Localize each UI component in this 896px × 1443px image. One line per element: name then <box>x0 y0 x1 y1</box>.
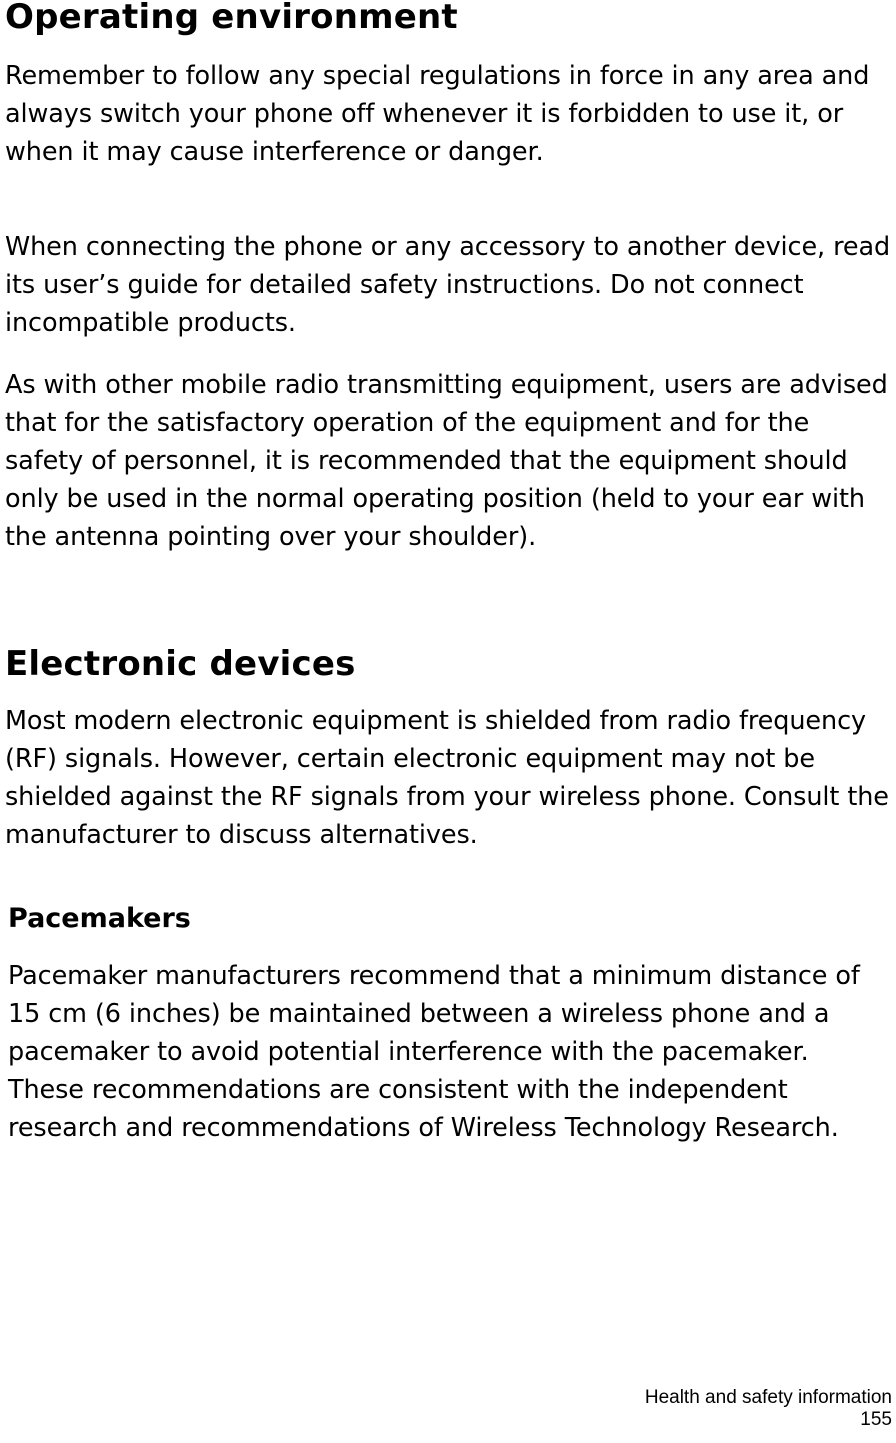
footer-section-name: Health and safety information <box>644 1387 892 1408</box>
heading-operating-environment: Operating environment <box>5 0 458 37</box>
heading-electronic-devices: Electronic devices <box>5 644 356 684</box>
paragraph-electronic-shielding: Most modern electronic equipment is shielded from radio frequency (RF) signals. However, certain electronic equipment may not be shielded against the RF signals from your wireless phone. Consult the manufacturer to discuss alternatives. <box>5 706 889 850</box>
paragraph-connecting-devices: When connecting the phone or any accessory to another device, read its user’s guide for detailed safety instructions. Do not connect incompatible products. <box>5 232 891 338</box>
heading-pacemakers: Pacemakers <box>8 903 191 934</box>
paragraph-pacemakers: Pacemaker manufacturers recommend that a minimum distance of 15 cm (6 inches) be maintained between a wireless phone and a pacemaker to avoid potential interference with the pacemaker. These recommendations are consistent with the independent research and recommendations of Wireless Technology Research. <box>8 961 860 1143</box>
page-footer <box>645 1387 892 1431</box>
paragraph-special-regulations: Remember to follow any special regulations in force in any area and always switch your phone off whenever it is forbidden to use it, or when it may cause interference or danger. <box>5 61 870 167</box>
paragraph-radio-equipment: As with other mobile radio transmitting equipment, users are advised that for the satisfactory operation of the equipment and for the safety of personnel, it is recommended that the equipment should only be used in the normal operating position (held to your ear with the antenna pointing over your shoulder). <box>5 370 888 552</box>
page-number: 155 <box>860 1409 892 1430</box>
